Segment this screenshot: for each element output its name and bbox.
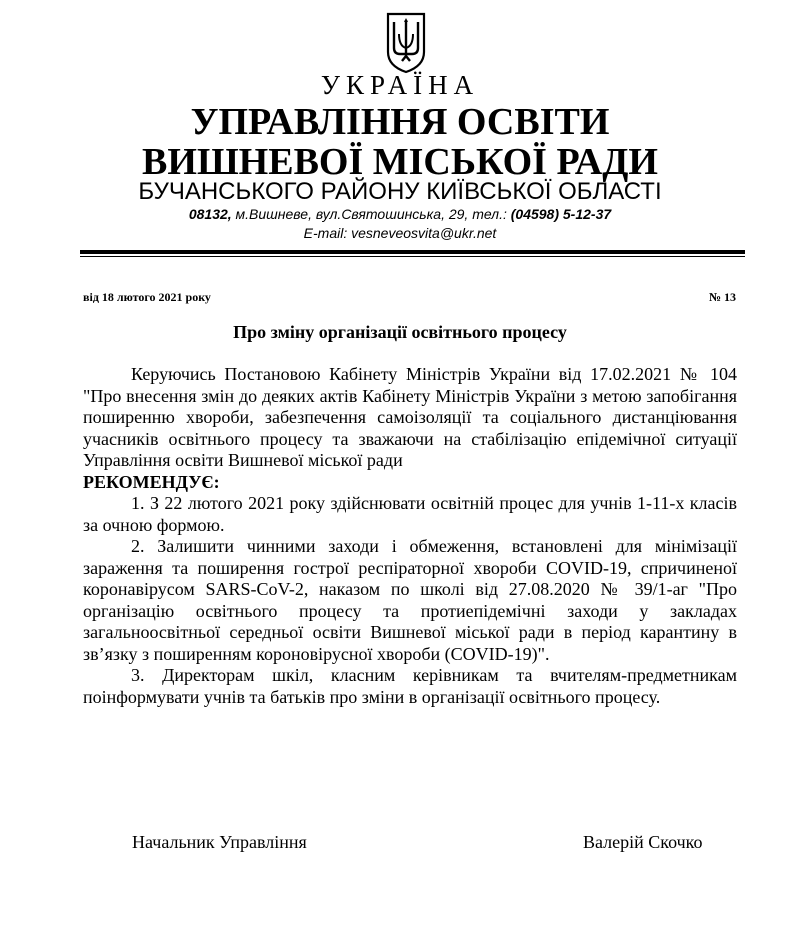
- recommendation-item-3: 3. Директорам шкіл, класним керівникам та вчителям-предметникам поінформувати учнів та батьків про зміни в організації освітнього процесу.: [83, 665, 737, 707]
- signatory-role: Начальник Управління: [132, 832, 307, 852]
- org-email: E-mail: vesneveosvita@ukr.net: [303, 225, 497, 241]
- recommendation-item-1: 1. З 22 лютого 2021 року здійснювати освітній процес для учнів 1-11-х класів за очною формою.: [83, 493, 737, 535]
- org-name-line2: ВИШНЕВОЇ МІСЬКОЇ РАДИ: [142, 141, 658, 183]
- country-name: УКРАЇНА: [320, 70, 480, 100]
- document-date: від 18 лютого 2021 року: [83, 290, 211, 304]
- address-street: м.Вишневе, вул.Святошинська, 29, тел.:: [231, 206, 511, 222]
- recommendation-item-2: 2. Залишити чинними заходи і обмеження, встановлені для мінімізації зараження та поширення гострої респіраторної хвороби COVID-19, спричиненої коронавірусом SARS-CoV-2, наказом по школі від 27.08.2020 № 39/1-аг "Про організацію освітнього процесу та протиепідемічні заходи у закладах загальноосвітньої середньої освіти Вишневої міської ради в період карантину в зв’язку з поширенням короновірусної хвороби (COVID-19)".: [83, 536, 737, 664]
- address-phone: (04598) 5-12-37: [510, 206, 612, 222]
- org-address: [0, 206, 800, 222]
- document-title: Про зміну організації освітнього процесу: [233, 322, 567, 342]
- intro-paragraph: Керуючись Постановою Кабінету Міністрів України від 17.02.2021 № 104 "Про внесення змін до деяких актів Кабінету Міністрів України з метою запобігання поширенню хвороби, забезпечення самоізоляції та соціального дистанціювання учасників освітнього процесу та зважаючи на стабілізацію епідемічної ситуації Управління освіти Вишневої міської ради: [83, 364, 737, 470]
- address-postcode: 08132,: [188, 206, 232, 222]
- signatory-name: Валерій Скочко: [583, 832, 703, 852]
- header-divider-thick: [80, 250, 745, 254]
- org-name-line1: УПРАВЛІННЯ ОСВІТИ: [190, 101, 610, 143]
- document-body: [83, 364, 737, 708]
- recommends-heading: РЕКОМЕНДУЄ:: [83, 471, 220, 492]
- document-number: № 13: [708, 290, 736, 304]
- header-divider-thin: [80, 256, 745, 257]
- trident-coat-of-arms-icon: [384, 12, 428, 74]
- org-district: БУЧАНСЬКОГО РАЙОНУ КИЇВСЬКОЇ ОБЛАСТІ: [138, 178, 662, 205]
